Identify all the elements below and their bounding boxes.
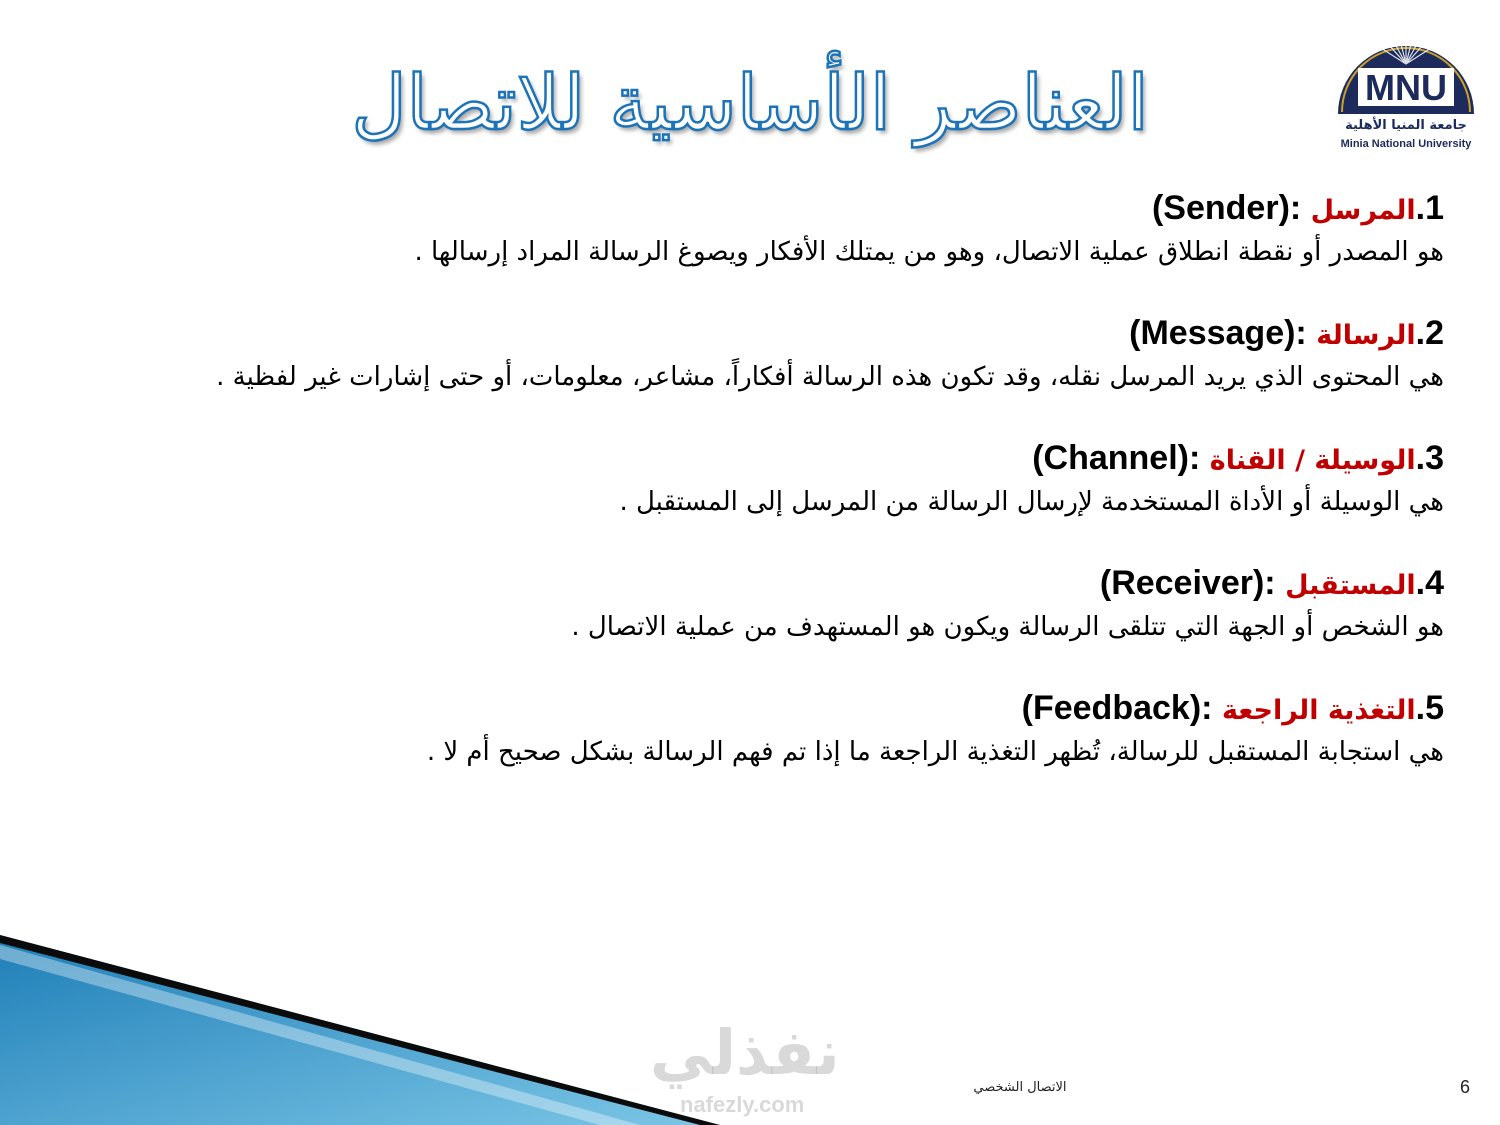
watermark-text-en: nafezly.com (680, 1092, 805, 1117)
item-label-en: :(Message) (1129, 314, 1307, 352)
item-number: 1. (1415, 189, 1444, 227)
list-item-channel (34, 436, 1444, 521)
list-item-sender (34, 186, 1444, 271)
logo-emblem-icon (1318, 6, 1494, 118)
item-label-en: :(Sender) (1151, 189, 1302, 227)
item-label-ar: المرسل (1310, 195, 1416, 226)
logo-name-ar: جامعة المنيا الأهلية (1345, 118, 1467, 133)
item-number: 3. (1415, 439, 1444, 477)
item-label-ar: التغذية الراجعة (1221, 695, 1416, 726)
item-heading (34, 311, 1444, 358)
list-item-receiver (34, 561, 1444, 646)
item-label-en: :(Receiver) (1099, 564, 1276, 602)
item-heading (34, 436, 1444, 483)
item-description: هو الشخص أو الجهة التي تتلقى الرسالة ويكون هو المستهدف من عملية الاتصال . (571, 612, 1444, 642)
page-number: 6 (1459, 1077, 1470, 1097)
item-label-ar: الوسيلة / القناة (1209, 445, 1416, 476)
item-label-en: :(Feedback) (1021, 689, 1213, 727)
item-description: هي الوسيلة أو الأداة المستخدمة لإرسال الرسالة من المرسل إلى المستقبل . (619, 487, 1444, 517)
slide-title: العناصر الأساسية للاتصال (351, 58, 1149, 147)
item-heading (34, 686, 1444, 733)
item-description: هي استجابة المستقبل للرسالة، تُظهر التغذية الراجعة ما إذا تم فهم الرسالة بشكل صحيح أم لا . (426, 737, 1444, 767)
footer-title: الاتصال الشخصي (973, 1080, 1067, 1095)
item-number: 5. (1415, 689, 1444, 727)
logo-name-en: Minia National University (1340, 138, 1472, 150)
watermark-text-ar: نفذلي (650, 1016, 840, 1089)
item-heading (34, 561, 1444, 608)
elements-list (34, 186, 1444, 811)
logo-initials: MNU (1365, 67, 1447, 108)
item-label-en: :(Channel) (1032, 439, 1201, 477)
item-number: 2. (1415, 314, 1444, 352)
list-item-message (34, 311, 1444, 396)
item-description: هو المصدر أو نقطة انطلاق عملية الاتصال، وهو من يمتلك الأفكار ويصوغ الرسالة المراد إرسالها . (414, 237, 1444, 267)
item-label-ar: الرسالة (1316, 320, 1416, 351)
university-logo (1318, 6, 1494, 156)
item-description: هي المحتوى الذي يريد المرسل نقله، وقد تكون هذه الرسالة أفكاراً، مشاعر، معلومات، أو حتى إشارات غير لفظية . (216, 362, 1444, 392)
item-number: 4. (1415, 564, 1444, 602)
list-item-feedback (34, 686, 1444, 771)
item-heading (34, 186, 1444, 233)
item-label-ar: المستقبل (1285, 570, 1416, 601)
corner-decoration (0, 935, 720, 1125)
